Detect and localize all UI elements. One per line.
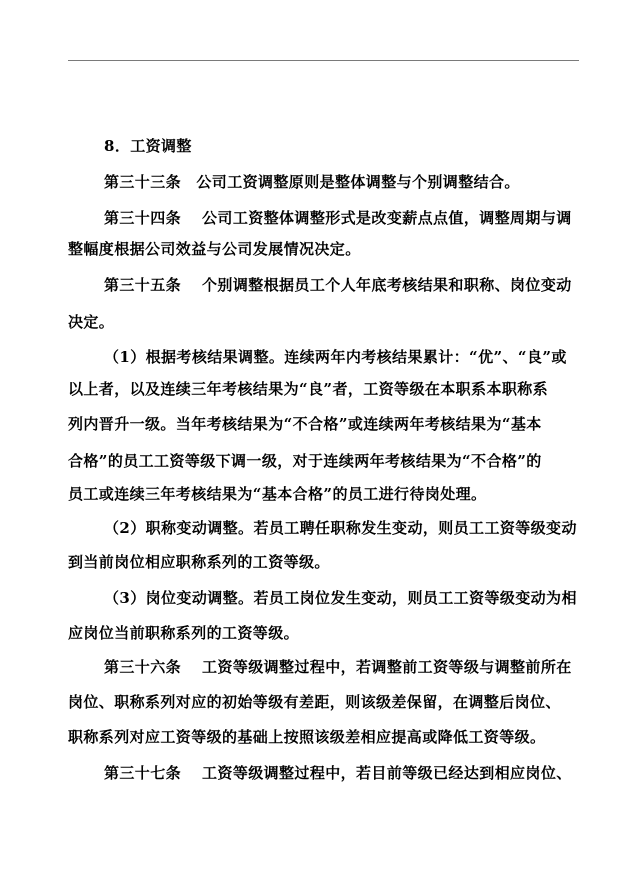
paragraph-line: （2）职称变动调整。若员工聘任职称发生变动，则员工工资等级变动	[104, 519, 577, 537]
header-rule	[68, 60, 579, 61]
paragraph-line: 决定。	[68, 313, 115, 331]
paragraph-line: 职称系列对应工资等级的基础上按照该级差相应提高或降低工资等级。	[68, 728, 546, 746]
paragraph-line: 整幅度根据公司效益与公司发展情况决定。	[68, 240, 361, 258]
paragraph-line: 第三十六条 工资等级调整过程中，若调整前工资等级与调整前所在	[104, 658, 572, 676]
paragraph-line: 应岗位当前职称系列的工资等级。	[68, 624, 300, 642]
paragraph-line: 员工或连续三年考核结果为“基本合格”的员工进行待岗处理。	[68, 485, 487, 503]
paragraph-line: 到当前岗位相应职称系列的工资等级。	[68, 553, 330, 571]
paragraph-line: 列内晋升一级。当年考核结果为“不合格”或连续两年考核结果为“基本	[68, 415, 542, 433]
paragraph-line: 第三十三条 公司工资调整原则是整体调整与个别调整结合。	[104, 173, 520, 191]
paragraph-line: 合格”的员工工资等级下调一级，对于连续两年考核结果为“不合格”的	[68, 452, 542, 470]
paragraph-line: 第三十五条 个别调整根据员工个人年底考核结果和职称、岗位变动	[104, 276, 572, 294]
paragraph-line: 以上者，以及连续三年考核结果为“良”者，工资等级在本职系本职称系	[68, 380, 549, 398]
paragraph-line: 岗位、职称系列对应的初始等级有差距，则该级差保留，在调整后岗位、	[68, 693, 561, 711]
section-heading: 8．工资调整	[104, 137, 192, 155]
paragraph-line: （1）根据考核结果调整。连续两年内考核结果累计：“优”、“良”或	[104, 348, 567, 366]
paragraph-line: （3）岗位变动调整。若员工岗位发生变动，则员工工资等级变动为相	[104, 589, 577, 607]
paragraph-line: 第三十四条 公司工资整体调整形式是改变薪点点值，调整周期与调	[104, 209, 572, 227]
paragraph-line: 第三十七条 工资等级调整过程中，若目前等级已经达到相应岗位、	[104, 764, 572, 782]
